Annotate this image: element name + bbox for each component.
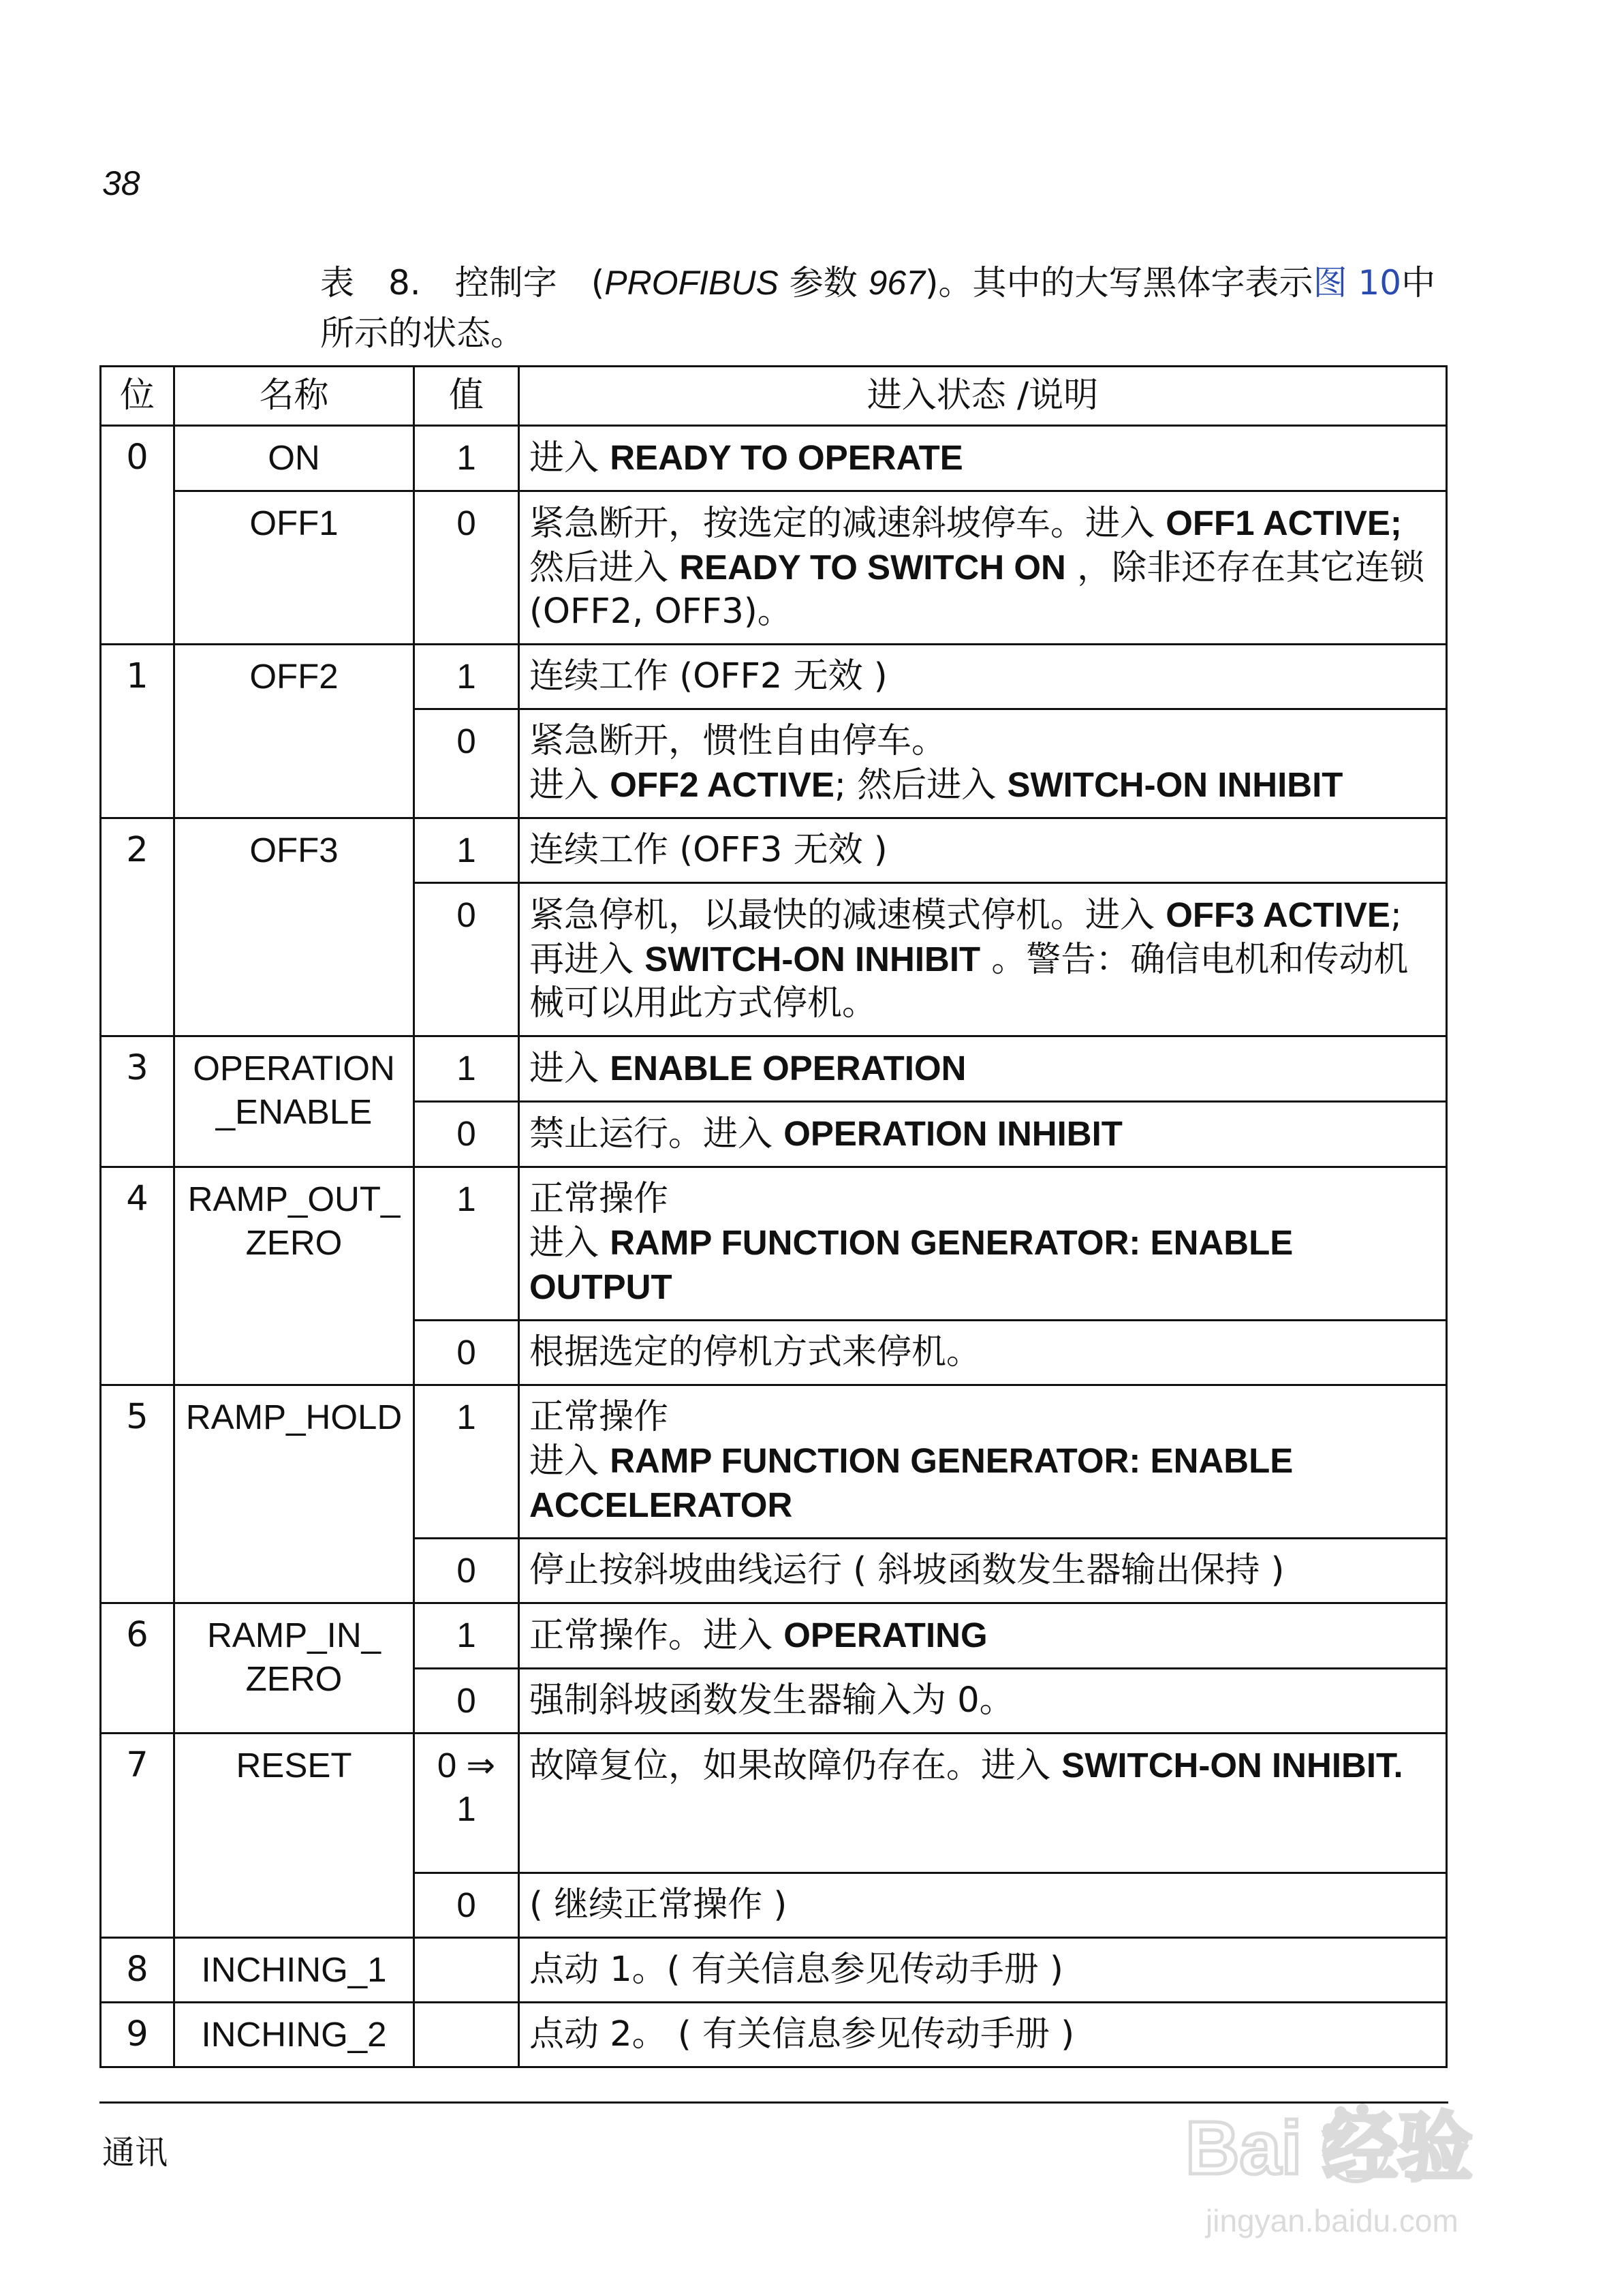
table-row [101, 1036, 1447, 1102]
desc-state: OFF3 ACTIVE [1166, 895, 1390, 934]
table-row [101, 426, 1447, 491]
desc-text: 正常操作 [529, 1397, 669, 1437]
desc-cell [519, 1167, 1447, 1321]
desc-cell: 停止按斜坡曲线运行 ( 斜坡函数发生器输出保持 ) [519, 1539, 1447, 1603]
name-cell: RAMP_OUT_ ZERO [174, 1167, 414, 1385]
caption-prefix: 表 8. 控制字 ( [320, 263, 605, 303]
caption-tail: 中所示的状态。 [320, 263, 1436, 353]
value-cell: 0 [414, 1102, 519, 1167]
desc-state: SWITCH-ON INHIBIT. [1061, 1746, 1403, 1785]
header-name: 名称 [174, 367, 414, 426]
table-row [101, 1734, 1447, 1873]
desc-text: 进入 [529, 765, 610, 805]
name-cell: OFF1 [174, 491, 414, 645]
bit-cell: 1 [101, 645, 174, 818]
table-row [101, 818, 1447, 883]
desc-state: ENABLE OPERATION [610, 1049, 967, 1088]
desc-text: ，除非还存在其它连锁 (OFF2, OFF3)。 [529, 548, 1425, 632]
table-caption [320, 258, 1444, 358]
desc-text: ; 再进入 [529, 895, 1403, 980]
bit-cell: 5 [101, 1385, 174, 1603]
value-cell: 1 [414, 426, 519, 491]
watermark-url: jingyan.baidu.com [1206, 2203, 1458, 2238]
value-cell: 0 [414, 1669, 519, 1734]
header-value: 值 [414, 367, 519, 426]
desc-cell [519, 883, 1447, 1036]
bit-cell: 4 [101, 1167, 174, 1385]
name-cell: RAMP_HOLD [174, 1385, 414, 1603]
table-header-row [101, 367, 1447, 426]
name-cell: OPERATION _ENABLE [174, 1036, 414, 1167]
footer-section-label: 通讯 [102, 2134, 168, 2172]
desc-cell [519, 1734, 1447, 1873]
desc-text: 进入 [529, 1441, 610, 1481]
desc-text: 进入 [529, 1223, 610, 1263]
desc-cell [519, 1385, 1447, 1539]
caption-suffix: )。其中的大写黑体字表示 [925, 263, 1313, 303]
desc-text: 。警告：确信电机和传动机械可以用此方式停机。 [529, 940, 1409, 1023]
bit-cell: 2 [101, 818, 174, 1036]
value-cell: 0 [414, 491, 519, 645]
table-row [101, 645, 1447, 709]
desc-text: 正常操作 [529, 1179, 669, 1219]
name-cell: OFF2 [174, 645, 414, 818]
watermark-brand: Bai 经验 [1185, 2106, 1473, 2190]
value-cell: 1 [414, 1036, 519, 1102]
table-row [101, 2003, 1447, 2067]
value-cell [414, 1938, 519, 2003]
desc-cell [519, 491, 1447, 645]
caption-param: 967 [868, 264, 926, 302]
control-word-table [99, 365, 1448, 2068]
value-cell: 1 [414, 645, 519, 709]
desc-state: OPERATION INHIBIT [783, 1114, 1123, 1153]
bit-cell: 6 [101, 1603, 174, 1734]
desc-cell: 根据选定的停机方式来停机。 [519, 1321, 1447, 1385]
desc-cell [519, 1102, 1447, 1167]
value-cell: 1 [414, 1385, 519, 1539]
bit-cell: 9 [101, 2003, 174, 2067]
bit-cell: 8 [101, 1938, 174, 2003]
desc-text: 禁止运行。进入 [529, 1114, 784, 1154]
desc-state: OFF2 ACTIVE [610, 765, 834, 804]
baidu-jingyan-watermark [1158, 2085, 1540, 2255]
desc-cell [519, 426, 1447, 491]
header-bit: 位 [101, 367, 174, 426]
value-cell: 1 [414, 818, 519, 883]
desc-cell [519, 1603, 1447, 1669]
name-cell: OFF3 [174, 818, 414, 1036]
desc-text: ; 然后进入 [834, 765, 1008, 805]
desc-state: SWITCH-ON INHIBIT [644, 940, 981, 979]
value-cell: 0 [414, 1539, 519, 1603]
name-cell: RESET [174, 1734, 414, 1938]
desc-text: 进入 [529, 1049, 610, 1089]
bit-cell: 3 [101, 1036, 174, 1167]
figure-link[interactable]: 图 10 [1313, 263, 1402, 303]
desc-cell: ( 继续正常操作 ) [519, 1873, 1447, 1938]
desc-state: READY TO OPERATE [610, 438, 963, 477]
desc-cell [519, 1036, 1447, 1102]
header-desc: 进入状态 /说明 [519, 367, 1447, 426]
bit-cell: 7 [101, 1734, 174, 1938]
desc-cell: 连续工作 (OFF2 无效 ) [519, 645, 1447, 709]
name-cell: ON [174, 426, 414, 491]
caption-mid: 参数 [778, 263, 869, 303]
name-cell: INCHING_1 [174, 1938, 414, 2003]
value-cell: 0 [414, 883, 519, 1036]
desc-text: 紧急断开，惯性自由停车。 [529, 721, 947, 761]
desc-text: 正常操作。进入 [529, 1616, 784, 1656]
value-cell: 0 [414, 709, 519, 818]
page-number: 38 [102, 164, 140, 202]
value-cell: 0 [414, 1321, 519, 1385]
desc-cell [519, 709, 1447, 818]
table-row [101, 1167, 1447, 1321]
desc-state: RAMP FUNCTION GENERATOR: ENABLE ACCELERATOR [529, 1441, 1294, 1524]
table-row [101, 1385, 1447, 1539]
desc-cell: 点动 1。( 有关信息参见传动手册 ) [519, 1938, 1447, 2003]
desc-state: RAMP FUNCTION GENERATOR: ENABLE OUTPUT [529, 1223, 1294, 1306]
value-cell: 0 [414, 1873, 519, 1938]
desc-text: 紧急停机，以最快的减速模式停机。进入 [529, 895, 1166, 936]
desc-cell: 连续工作 (OFF3 无效 ) [519, 818, 1447, 883]
value-cell [414, 2003, 519, 2067]
table-row [101, 1603, 1447, 1669]
bit-cell: 0 [101, 426, 174, 645]
desc-state: OPERATING [783, 1616, 988, 1654]
name-cell: INCHING_2 [174, 2003, 414, 2067]
desc-cell: 点动 2。 ( 有关信息参见传动手册 ) [519, 2003, 1447, 2067]
desc-state: SWITCH-ON INHIBIT [1007, 765, 1343, 804]
desc-text: 紧急断开，按选定的减速斜坡停车。进入 [529, 504, 1166, 544]
desc-text: 进入 [529, 438, 610, 478]
value-cell: 0 ⇒ 1 [414, 1734, 519, 1873]
value-cell: 1 [414, 1603, 519, 1669]
name-cell: RAMP_IN_ ZERO [174, 1603, 414, 1734]
desc-text: 故障复位，如果故障仍存在。进入 [529, 1746, 1062, 1786]
desc-cell: 强制斜坡函数发生器输入为 0。 [519, 1669, 1447, 1734]
table-row [101, 1938, 1447, 2003]
desc-state: READY TO SWITCH ON [679, 548, 1066, 587]
value-cell: 1 [414, 1167, 519, 1321]
desc-text: 然后进入 [529, 548, 680, 588]
caption-italic: PROFIBUS [604, 264, 779, 302]
desc-state: OFF1 ACTIVE; [1166, 504, 1402, 542]
table-row [101, 491, 1447, 645]
